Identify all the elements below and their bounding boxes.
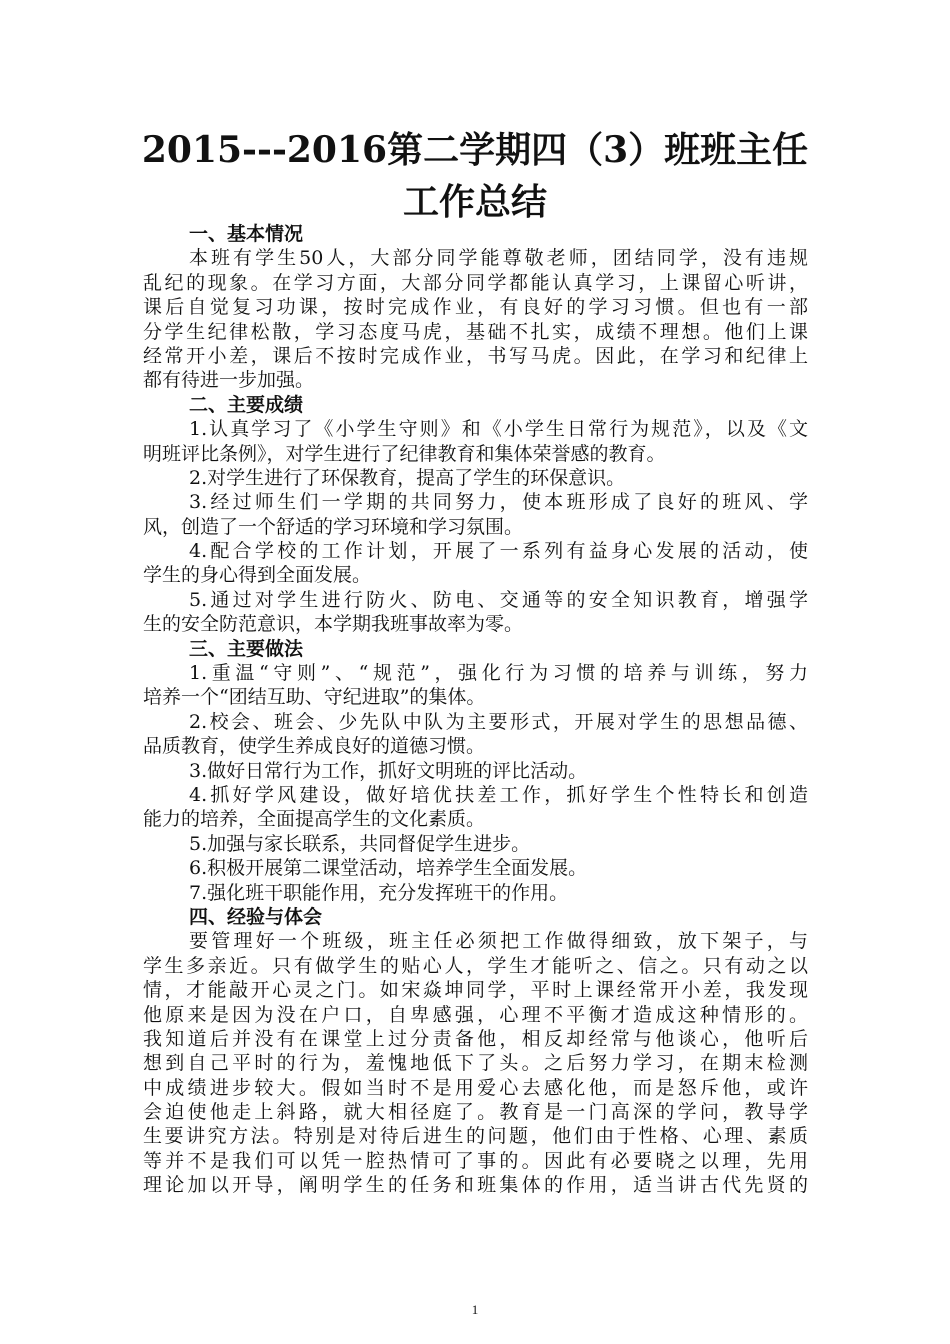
- section-heading: 二、主要成绩: [189, 393, 304, 416]
- paragraph-single-line: 3.做好日常行为工作，抓好文明班的评比活动。: [189, 759, 588, 782]
- paragraph-first-line: 3.经过师生们一学期的共同努力，使本班形成了良好的班风、学: [189, 491, 808, 514]
- document-title-line-2: 工作总结: [402, 181, 547, 223]
- paragraph-line: 乱纪的现象。在学习方面，大部分同学都能认真学习，上课留心听讲，: [143, 271, 808, 294]
- paragraph-line: 经常开小差，课后不按时完成作业，书写马虎。因此，在学习和纪律上: [143, 344, 808, 367]
- paragraph-first-line: 1.重温“守则”、“规范”，强化行为习惯的培养与训练，努力: [189, 662, 808, 685]
- paragraph-first-line: 4.抓好学风建设，做好培优扶差工作，抓好学生个性特长和创造: [189, 783, 808, 806]
- paragraph-line: 他原来是因为没在户口，自卑感强，心理不平衡才造成这种情形的。: [143, 1003, 808, 1026]
- paragraph-first-line: 本班有学生50人，大部分同学能尊敬老师，团结同学，没有违规: [189, 247, 808, 270]
- paragraph-first-line: 要管理好一个班级，班主任必须把工作做得细致，放下架子，与: [189, 930, 808, 953]
- page-number: 1: [471, 1302, 479, 1317]
- paragraph-line: 理论加以开导，阐明学生的任务和班集体的作用，适当讲古代先贤的: [143, 1174, 808, 1197]
- paragraph-single-line: 6.积极开展第二课堂活动，培养学生全面发展。: [189, 857, 588, 880]
- paragraph-line: 生要讲究方法。特别是对待后进生的问题，他们由于性格、心理、素质: [143, 1125, 808, 1148]
- paragraph-last-line: 明班评比条例》，对学生进行了纪律教育和集体荣誉感的教育。: [143, 442, 666, 465]
- section-heading: 四、经验与体会: [189, 905, 323, 928]
- paragraph-last-line: 学生的身心得到全面发展。: [143, 564, 372, 587]
- paragraph-last-line: 风，创造了一个舒适的学习环境和学习氛围。: [143, 515, 524, 538]
- paragraph-first-line: 4.配合学校的工作计划，开展了一系列有益身心发展的活动，使: [189, 540, 808, 563]
- paragraph-single-line: 2.对学生进行了环保教育，提高了学生的环保意识。: [189, 466, 626, 489]
- document-title-line-1: 2015---2016第二学期四（3）班班主任: [141, 129, 809, 171]
- paragraph-single-line: 7.强化班干职能作用，充分发挥班干的作用。: [189, 881, 569, 904]
- paragraph-first-line: 2.校会、班会、少先队中队为主要形式，开展对学生的思想品德、: [189, 710, 808, 733]
- paragraph-first-line: 1.认真学习了《小学生守则》和《小学生日常行为规范》，以及《文: [189, 418, 808, 441]
- paragraph-last-line: 能力的培养，全面提高学生的文化素质。: [143, 808, 486, 831]
- section-heading: 三、主要做法: [189, 637, 304, 660]
- paragraph-line: 分学生纪律松散，学习态度马虎，基础不扎实，成绩不理想。他们上课: [143, 320, 808, 343]
- paragraph-line: 课后自觉复习功课，按时完成作业，有良好的学习习惯。但也有一部: [143, 296, 808, 319]
- section-heading: 一、基本情况: [189, 223, 304, 245]
- document-body: [143, 222, 808, 1198]
- paragraph-last-line: 培养一个“团结互助、守纪进取”的集体。: [143, 686, 486, 709]
- paragraph-last-line: 品质教育，使学生养成良好的道德习惯。: [143, 735, 486, 758]
- paragraph-line: 想到自己平时的行为，羞愧地低下了头。之后努力学习，在期末检测: [143, 1052, 808, 1075]
- paragraph-line: 会迫使他走上斜路，就大相径庭了。教育是一门高深的学问，教导学: [143, 1101, 808, 1124]
- paragraph-single-line: 5.加强与家长联系，共同督促学生进步。: [189, 832, 531, 855]
- paragraph-line: 等并不是我们可以凭一腔热情可了事的。因此有必要晓之以理，先用: [143, 1149, 808, 1172]
- paragraph-last-line: 都有待进一步加强。: [143, 369, 315, 392]
- paragraph-last-line: 生的安全防范意识，本学期我班事故率为零。: [143, 613, 524, 636]
- paragraph-first-line: 5.通过对学生进行防火、防电、交通等的安全知识教育，增强学: [189, 588, 808, 611]
- paragraph-line: 情，才能敲开心灵之门。如宋焱坤同学，平时上课经常开小差，我发现: [143, 979, 808, 1002]
- paragraph-line: 我知道后并没有在课堂上过分责备他，相反却经常与他谈心，他听后: [143, 1027, 808, 1050]
- paragraph-line: 中成绩进步较大。假如当时不是用爱心去感化他，而是怒斥他，或许: [143, 1076, 808, 1099]
- paragraph-line: 学生多亲近。只有做学生的贴心人，学生才能听之、信之。只有动之以: [143, 954, 808, 977]
